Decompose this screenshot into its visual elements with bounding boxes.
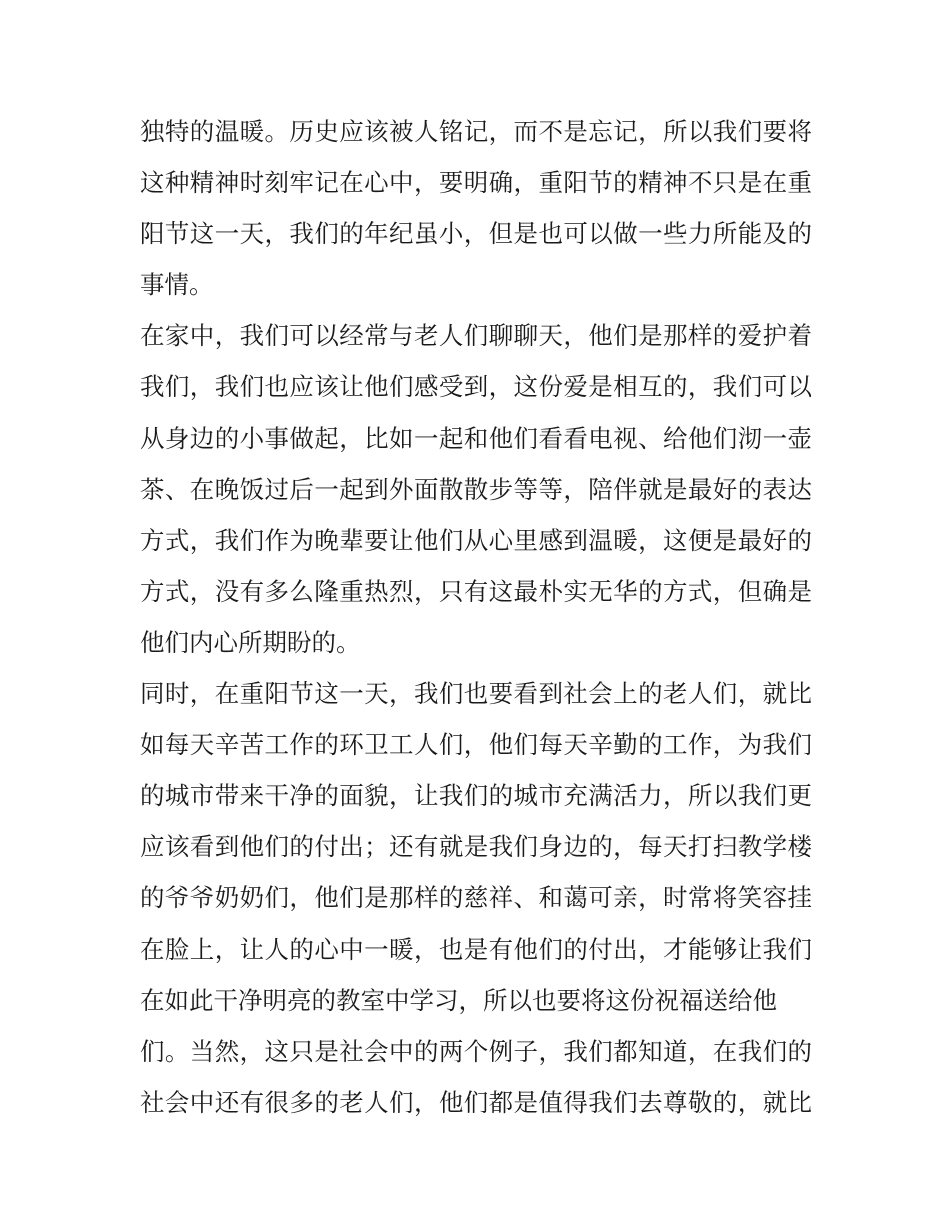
body-text xyxy=(140,106,812,1128)
text-line: 我们，我们也应该让他们感受到，这份爱是相互的，我们可以 xyxy=(140,372,812,402)
text-line: 社会中还有很多的老人们，他们都是值得我们去尊敬的，就比 xyxy=(140,1087,812,1117)
text-line: 应该看到他们的付出；还有就是我们身边的，每天打扫教学楼 xyxy=(140,832,812,862)
text-line: 阳节这一天，我们的年纪虽小，但是也可以做一些力所能及的 xyxy=(140,219,812,249)
text-line: 的城市带来干净的面貌，让我们的城市充满活力，所以我们更 xyxy=(140,781,812,811)
text-line: 在如此干净明亮的教室中学习，所以也要将这份祝福送给他 xyxy=(140,985,777,1015)
text-line: 的爷爷奶奶们，他们是那样的慈祥、和蔼可亲，时常将笑容挂 xyxy=(140,883,812,913)
text-line: 方式，我们作为晚辈要让他们从心里感到温暖，这便是最好的 xyxy=(140,525,812,555)
text-line: 他们内心所期盼的。 xyxy=(140,627,361,657)
text-line: 如每天辛苦工作的环卫工人们，他们每天辛勤的工作，为我们 xyxy=(140,730,812,760)
text-line: 这种精神时刻牢记在心中，要明确，重阳节的精神不只是在重 xyxy=(140,168,812,198)
text-line: 们。当然，这只是社会中的两个例子，我们都知道，在我们的 xyxy=(140,1036,812,1066)
text-line: 在家中，我们可以经常与老人们聊聊天，他们是那样的爱护着 xyxy=(140,321,812,351)
text-line: 方式，没有多么隆重热烈，只有这最朴实无华的方式，但确是 xyxy=(140,576,812,606)
text-line: 茶、在晚饭过后一起到外面散散步等等，陪伴就是最好的表达 xyxy=(140,474,812,504)
text-line: 独特的温暖。历史应该被人铭记，而不是忘记，所以我们要将 xyxy=(140,117,812,146)
text-line: 从身边的小事做起，比如一起和他们看看电视、给他们沏一壶 xyxy=(140,423,812,453)
text-line: 事情。 xyxy=(140,270,214,300)
text-line: 在脸上，让人的心中一暖，也是有他们的付出，才能够让我们 xyxy=(140,934,812,964)
text-line: 同时，在重阳节这一天，我们也要看到社会上的老人们，就比 xyxy=(140,679,812,709)
